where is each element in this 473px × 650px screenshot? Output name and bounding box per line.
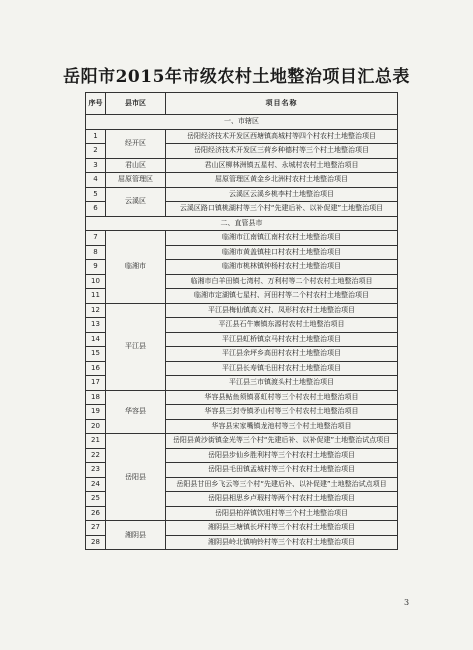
- page-number: 3: [404, 598, 410, 607]
- row-number: 17: [86, 376, 106, 391]
- header-row: [86, 93, 398, 115]
- row-number: 20: [86, 419, 106, 434]
- row-number: 3: [86, 158, 106, 173]
- project-name: 湘阴县岭北镇响铃村等三个村农村土地整治项目: [166, 535, 398, 550]
- header-no: 序号: [86, 93, 106, 115]
- row-number: 5: [86, 187, 106, 202]
- row-number: 12: [86, 303, 106, 318]
- project-name: 岳阳经济技术开发区三荷乡种德村等三个村土地整治项目: [166, 144, 398, 159]
- row-number: 10: [86, 274, 106, 289]
- county-cell: 华容县: [106, 390, 166, 434]
- row-number: 25: [86, 492, 106, 507]
- project-name: 岳阳县甘田乡飞云等三个村“先建后补、以补促建”土地整治试点项目: [166, 477, 398, 492]
- county-cell: 湘阴县: [106, 521, 166, 550]
- project-name: 平江县三市镇渡头村土地整治项目: [166, 376, 398, 391]
- row-number: 1: [86, 129, 106, 144]
- table-row: [86, 521, 398, 536]
- county-cell: 屈原管理区: [106, 173, 166, 188]
- row-number: 22: [86, 448, 106, 463]
- project-name: 平江县石牛寨镇东源村农村土地整治项目: [166, 318, 398, 333]
- county-cell: 云溪区: [106, 187, 166, 216]
- project-name: 屈原管理区黄金乡北洲村农村土地整治项目: [166, 173, 398, 188]
- row-number: 8: [86, 245, 106, 260]
- section-row-county: [86, 216, 398, 231]
- row-number: 9: [86, 260, 106, 275]
- row-number: 2: [86, 144, 106, 159]
- project-name: 岳阳县黄沙街镇金光等三个村“先建后补、以补促建”土地整治试点项目: [166, 434, 398, 449]
- row-number: 16: [86, 361, 106, 376]
- project-name: 临湘市定湖镇七星村、河田村等二个村农村土地整治项目: [166, 289, 398, 304]
- section-label: 一、市辖区: [86, 115, 398, 130]
- project-name: 湘阴县三塘镇长坪村等三个村农村土地整治项目: [166, 521, 398, 536]
- table-row: [86, 390, 398, 405]
- project-name: 华容县鲇鱼须镇喜虹村等三个村农村土地整治项目: [166, 390, 398, 405]
- row-number: 18: [86, 390, 106, 405]
- table-row: [86, 303, 398, 318]
- row-number: 26: [86, 506, 106, 521]
- row-number: 19: [86, 405, 106, 420]
- project-name: 君山区柳林洲镇五星村、永城村农村土地整治项目: [166, 158, 398, 173]
- project-summary-table: [85, 92, 398, 550]
- project-name: 华容县三封寺镇矛山村等三个村农村土地整治项目: [166, 405, 398, 420]
- table-row: [86, 158, 398, 173]
- row-number: 14: [86, 332, 106, 347]
- table-row: [86, 173, 398, 188]
- project-name: 临湘市江南镇江南村农村土地整治项目: [166, 231, 398, 246]
- project-name: 平江县梅仙镇高义村、凤形村农村土地整治项目: [166, 303, 398, 318]
- project-name: 岳阳县相思乡卢瑕村等两个村农村土地整治项目: [166, 492, 398, 507]
- county-cell: 君山区: [106, 158, 166, 173]
- row-number: 24: [86, 477, 106, 492]
- row-number: 27: [86, 521, 106, 536]
- project-name: 平江县长寿镇毛田村农村土地整治项目: [166, 361, 398, 376]
- project-name: 岳阳县步仙乡胜利村等三个村农村土地整治项目: [166, 448, 398, 463]
- project-name: 岳阳县柏祥镇饮咀村等三个村土地整治项目: [166, 506, 398, 521]
- table-row: [86, 187, 398, 202]
- project-name: 云溪区路口镇桃湖村等三个村“先建后补、以补促建”土地整治项目: [166, 202, 398, 217]
- header-name: 项目名称: [166, 93, 398, 115]
- section-label: 二、直管县市: [86, 216, 398, 231]
- project-name: 华容县宋家嘴镇龙池村等三个村土地整治项目: [166, 419, 398, 434]
- row-number: 23: [86, 463, 106, 478]
- project-name: 岳阳经济技术开发区西塘镇高城村等四个村农村土地整治项目: [166, 129, 398, 144]
- project-name: 云溪区云溪乡桃李村土地整治项目: [166, 187, 398, 202]
- row-number: 4: [86, 173, 106, 188]
- document-title: 岳阳市2015年市级农村土地整治项目汇总表: [63, 67, 410, 87]
- row-number: 28: [86, 535, 106, 550]
- table-row: [86, 129, 398, 144]
- project-name: 临湘市桃林镇钟杨村农村土地整治项目: [166, 260, 398, 275]
- section-row-city: [86, 115, 398, 130]
- county-cell: 岳阳县: [106, 434, 166, 521]
- project-name: 临湘市黄盖镇桂口村农村土地整治项目: [166, 245, 398, 260]
- county-cell: 经开区: [106, 129, 166, 158]
- row-number: 15: [86, 347, 106, 362]
- project-name: 临湘市白羊田镇七湾村、万利村等二个村农村土地整治项目: [166, 274, 398, 289]
- table-row: [86, 434, 398, 449]
- row-number: 21: [86, 434, 106, 449]
- row-number: 7: [86, 231, 106, 246]
- county-cell: 临湘市: [106, 231, 166, 304]
- row-number: 11: [86, 289, 106, 304]
- header-county: 县市区: [106, 93, 166, 115]
- row-number: 6: [86, 202, 106, 217]
- project-name: 平江县虹桥镇京马村农村土地整治项目: [166, 332, 398, 347]
- row-number: 13: [86, 318, 106, 333]
- project-name: 岳阳县毛田镇孟城村等三个村农村土地整治项目: [166, 463, 398, 478]
- county-cell: 平江县: [106, 303, 166, 390]
- table-row: [86, 231, 398, 246]
- project-name: 平江县余坪乡高田村农村土地整治项目: [166, 347, 398, 362]
